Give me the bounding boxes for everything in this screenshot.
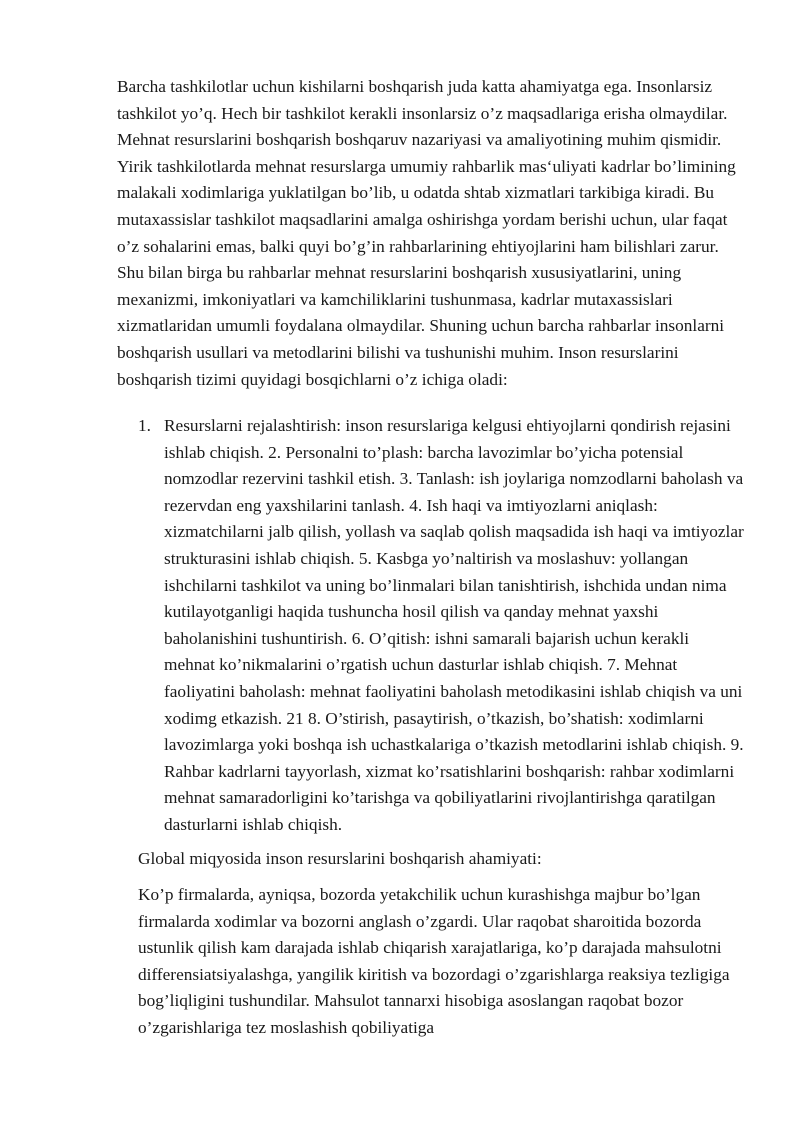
list-item <box>138 413 744 839</box>
list-marker: 1. <box>138 416 151 435</box>
intro-paragraph: Barcha tashkilotlar uchun kishilarni boshqarish juda katta ahamiyatga ega. Insonlarsiz tashkilot yo’q. Hech bir tashkilot kerakli insonlarsiz o’z maqsadlariga erisha olmaydilar. Mehnat resurslarini boshqarish boshqaruv nazariyasi va amaliyotining muhim qismidir. Yirik tashkilotlarda mehnat resurslarga umumiy rahbarlik mas‘uliyati kadrlar bo’limining malakali xodimlariga yuklatilgan bo’lib, u odatda shtab xizmatlari tarkibiga kiradi. Bu mutaxassislar tashkilot maqsadlarini amalga oshirishga yordam berishi uchun, ular faqat o’z sohalarini emas, balki quyi bo’g’in rahbarlarining ehtiyojlarini ham bilishlari zarur. Shu bilan birga bu rahbarlar mehnat resurslarini boshqarish xususiyatlarini, uning mexanizmi, imkoniyatlari va kamchiliklarini tushunmasa, kadrlar mutaxassislari xizmatlaridan umumli foydalana olmaydilar. Shuning uchun barcha rahbarlar insonlarni boshqarish usullari va metodlarini bilishi va tushunishi muhim. Inson resurslarini boshqarish tizimi quyidagi bosqichlarni o’z ichiga oladi: <box>117 77 736 389</box>
stages-list <box>138 413 744 839</box>
list-item-text: Resurslarni rejalashtirish: inson resurslariga kelgusi ehtiyojlarni qondirish rejasini ishlab chiqish. 2. Personalni to’plash: barcha lavozimlar bo’yicha potensial nomzodlar rezervini tashkil etish. 3. Tanlash: ish joylariga nomzodlarni baholash va rezervdan eng yaxshilarini tanlash. 4. Ish haqi va imtiyozlarni aniqlash: xizmatchilarni jalb qilish, yollash va saqlab qolish maqsadida ish haqi va imtiyozlar strukturasini ishlab chiqish. 5. Kasbga yo’naltirish va moslashuv: yollangan ishchilarni tashkilot va uning bo’linmalari bilan tanishtirish, ishchida undan nima kutilayotganligi haqida tushuncha hosil qilish va qanday mehnat yaxshi baholanishini tushuntirish. 6. O’qitish: ishni samarali bajarish uchun kerakli mehnat ko’nikmalarini o’rgatish uchun dasturlar ishlab chiqish. 7. Mehnat faoliyatini baholash: mehnat faoliyatini baholash metodikasini ishlab chiqish va uni xodimg etkazish. 21 8. O’stirish, pasaytirish, o’tkazish, bo’shatish: xodimlarni lavozimlarga yoki boshqa ish uchastkalariga o’tkazish metodlarini ishlab chiqish. 9. Rahbar kadrlarni tayyorlash, xizmat ko’rsatishlarini boshqarish: rahbar xodimlarni mehnat samaradorligini ko’tarishga va qobiliyatlarini rivojlantirishga qaratilgan dasturlarni ishlab chiqish. <box>164 416 744 834</box>
section-heading: Global miqyosida inson resurslarini boshqarish ahamiyati: <box>138 849 542 868</box>
closing-paragraph: Ko’p firmalarda, ayniqsa, bozorda yetakchilik uchun kurashishga majbur bo’lgan firmalarda xodimlar va bozorni anglash o’zgardi. Ular raqobat sharoitida bozorda ustunlik qilish kam darajada ishlab chiqarish xarajatlariga, ko’p darajada mahsulotni differensiatsiyalashga, yangilik kiritish va bozordagi o’zgarishlarga reaksiya tezligiga bog’liqligini tushundilar. Mahsulot tannarxi hisobiga asoslangan raqobat bozor o’zgarishlariga tez moslashish qobiliyatiga <box>138 885 730 1037</box>
